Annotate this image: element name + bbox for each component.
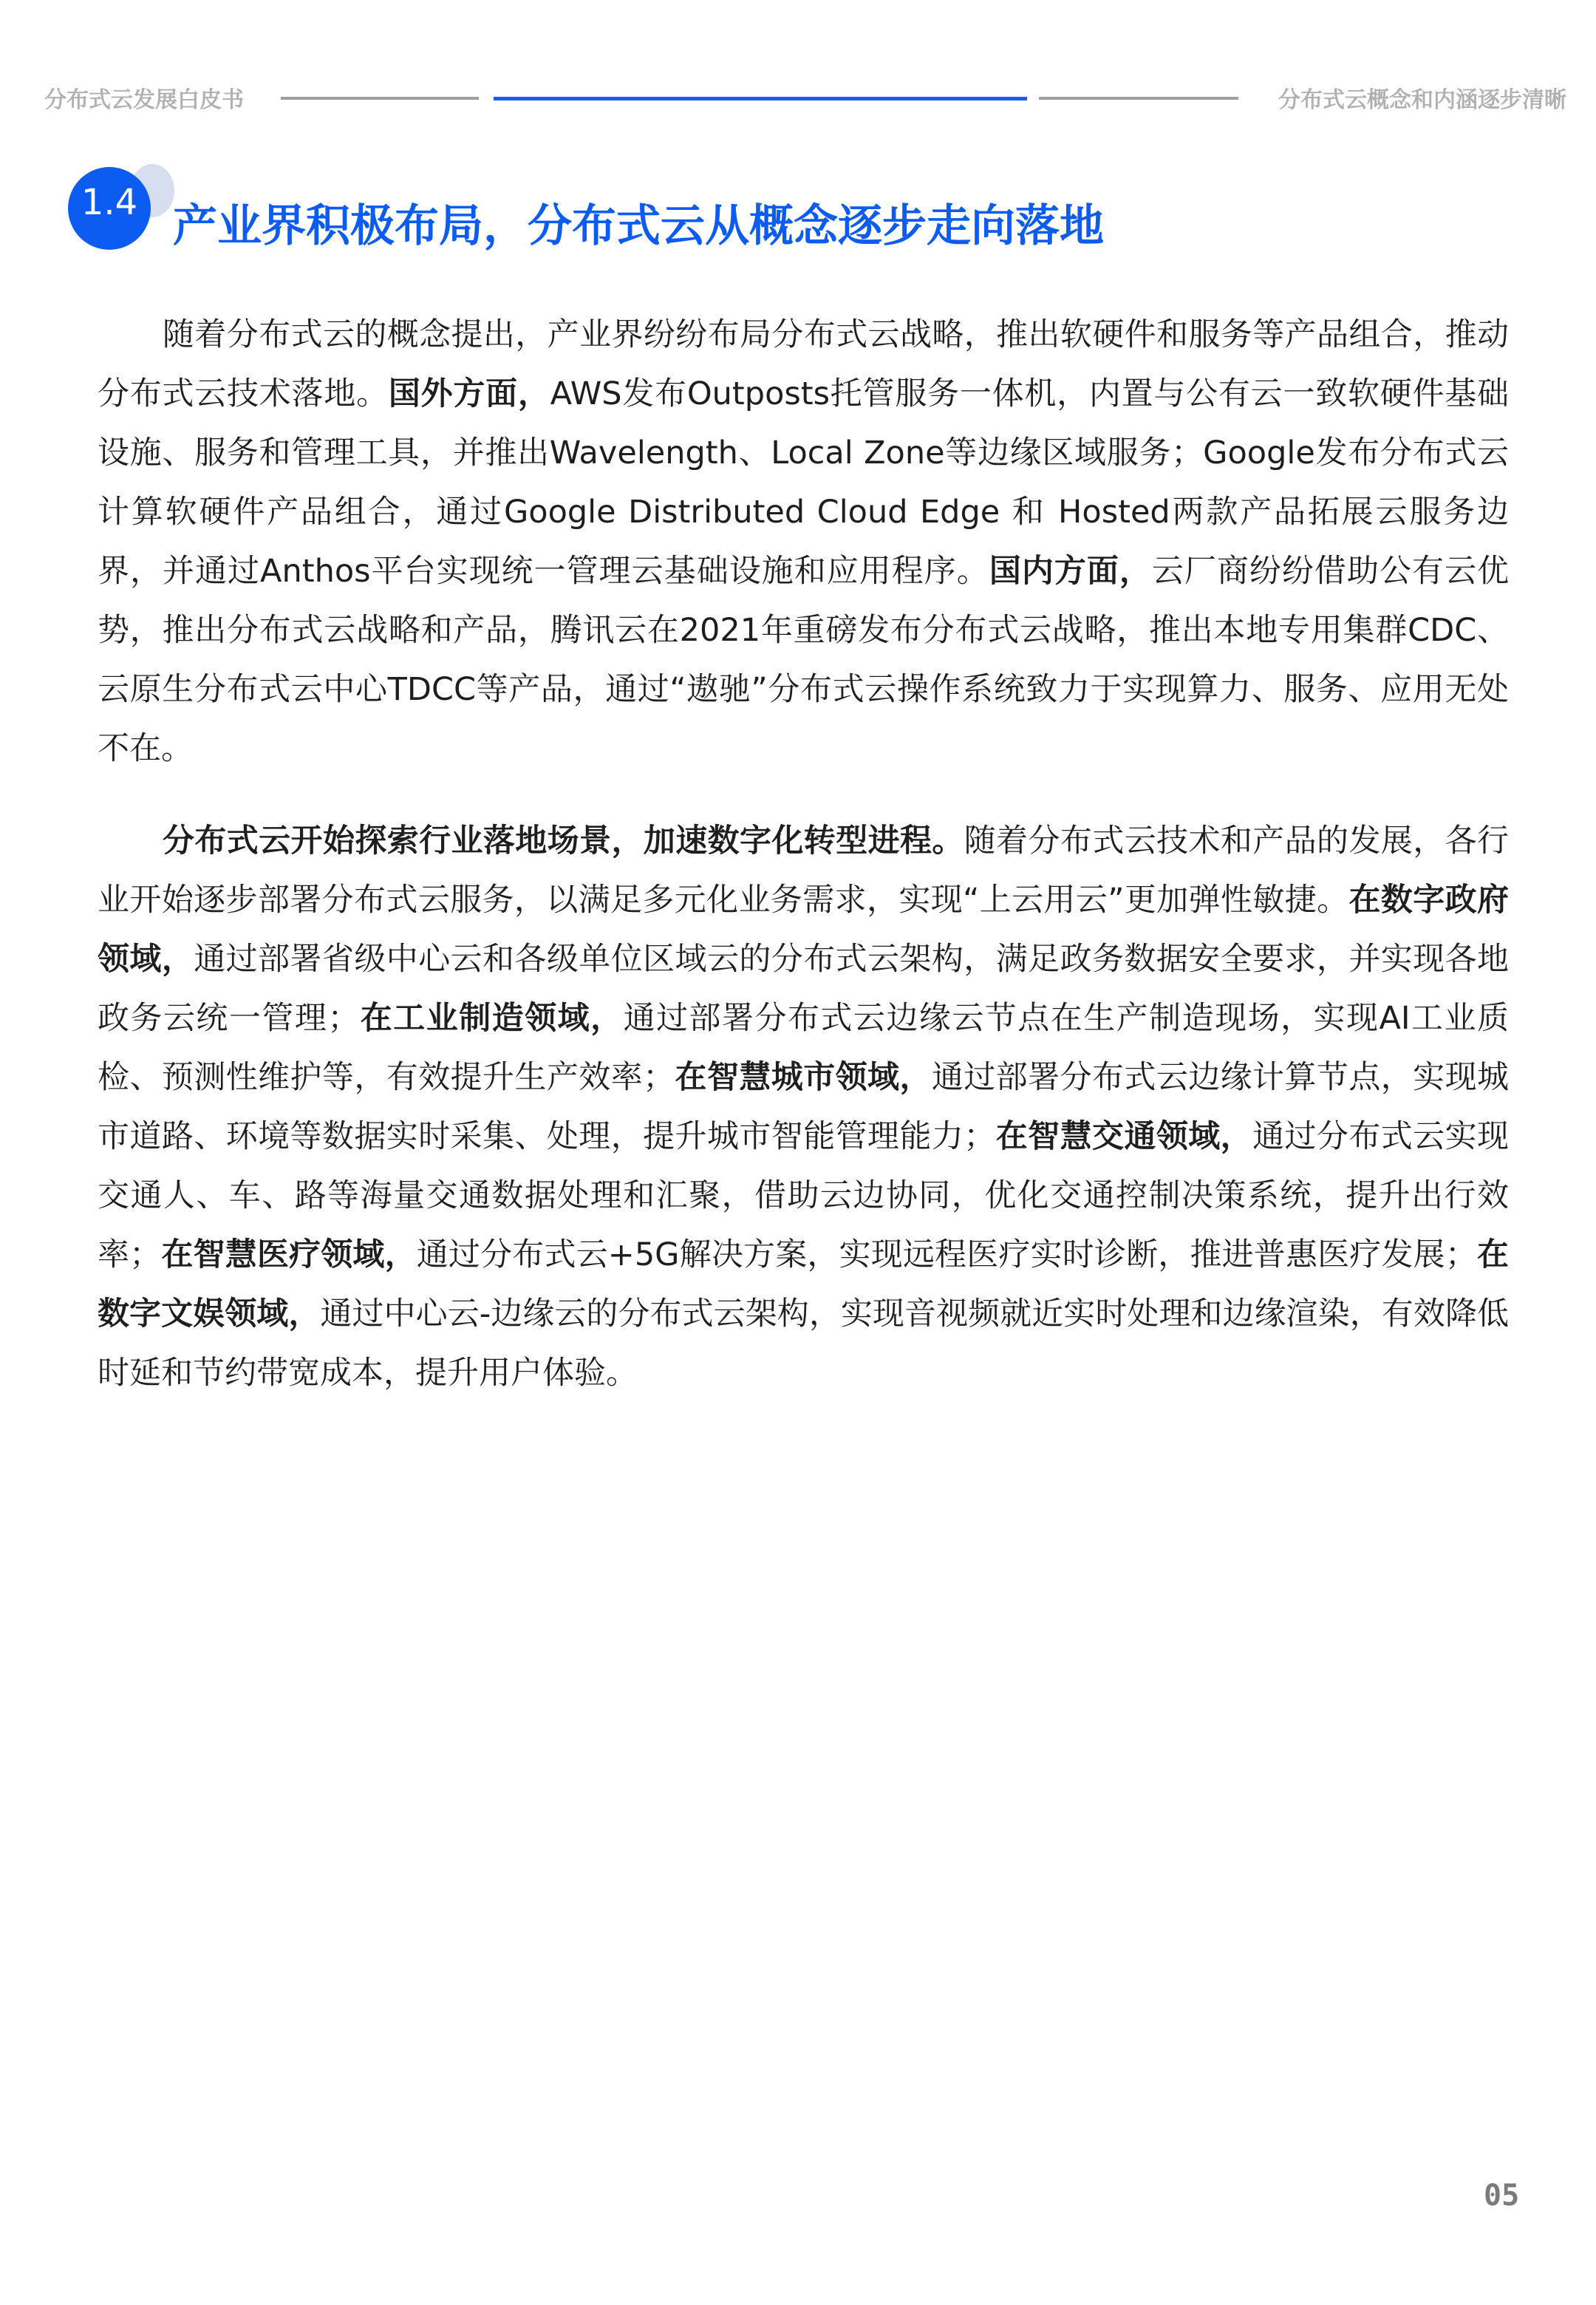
bold-segment: 国内方面， (989, 553, 1152, 590)
text-segment: 通过分布式云+5G解决方案，实现远程医疗实时诊断，推进普惠医疗发展； (416, 1236, 1477, 1273)
text-segment: 随着分布式云技术和产品的发展，各行业开始逐步部署分布式云服务，以满足多元化业务需求，实现“上云用云”更加弹性敏捷。 (98, 823, 1510, 919)
text-segment: 通过部署分布式云边缘计算节点，实现城市道路、环境等数据实时采集、处理，提升城市智能管理能力； (98, 1059, 1510, 1155)
header-divider-right (1039, 97, 1238, 100)
bold-segment: 在数字政府领域， (98, 882, 1509, 978)
header-divider-left (281, 97, 479, 100)
text-segment: 通过分布式云实现交通人、车、路等海量交通数据处理和汇聚，借助云边协同，优化交通控制决策系统，提升出行效率； (98, 1118, 1510, 1273)
text-segment: 通过中心云-边缘云的分布式云架构，实现音视频就近实时处理和边缘渲染，有效降低时延和节约带宽成本，提升用户体验。 (98, 1296, 1510, 1392)
section-number-badge: 1.4 (68, 167, 151, 250)
paragraph-industry-scenarios (98, 811, 1509, 1403)
text-segment: 通过部署省级中心云和各级单位区域云的分布式云架构，满足政务数据安全要求，并实现各地政务云统一管理； (98, 941, 1510, 1037)
page-number: 05 (1484, 2179, 1520, 2213)
paragraph-industry-layout (98, 305, 1509, 778)
bold-segment: 在智慧医疗领域， (161, 1236, 417, 1273)
text-segment: AWS发布Outposts托管服务一体机，内置与公有云一致软硬件基础设施、服务和管理工具，并推出Wavelength、Local Zone等边缘区域服务；Google发布分布式云计算软硬件产品组合，通过Google Distributed Cloud Edge 和 Hosted两款产品拓展云服务边界，并通过Anthos平台实现统一管理云基础设施和应用程序。 (98, 375, 1510, 590)
text-segment: 通过部署分布式云边缘云节点在生产制造现场，实现AI工业质检、预测性维护等，有效提升生产效率； (98, 1000, 1510, 1096)
bold-segment: 分布式云开始探索行业落地场景，加速数字化转型进程。 (163, 823, 964, 859)
bold-segment: 在智慧城市领域， (675, 1059, 932, 1096)
bold-segment: 在智慧交通领域， (995, 1118, 1253, 1155)
bold-segment: 在工业制造领域， (359, 1000, 624, 1037)
text-segment: 随着分布式云的概念提出，产业界纷纷布局分布式云战略，推出软硬件和服务等产品组合，推动分布式云技术落地。 (98, 316, 1509, 412)
section-title: 产业界积极布局，分布式云从概念逐步走向落地 (173, 200, 1104, 252)
chapter-title: 分布式云概念和内涵逐步清晰 (1278, 87, 1566, 113)
bold-segment: 国外方面， (388, 375, 550, 412)
document-title: 分布式云发展白皮书 (44, 87, 244, 113)
header-divider-accent (494, 97, 1027, 101)
text-segment: 云厂商纷纷借助公有云优势，推出分布式云战略和产品，腾讯云在2021年重磅发布分布式云战略，推出本地专用集群CDC、云原生分布式云中心TDCC等产品，通过“遨驰”分布式云操作系统致力于实现算力、服务、应用无处不在。 (98, 553, 1509, 767)
bold-segment: 在数字文娱领域， (98, 1236, 1510, 1332)
